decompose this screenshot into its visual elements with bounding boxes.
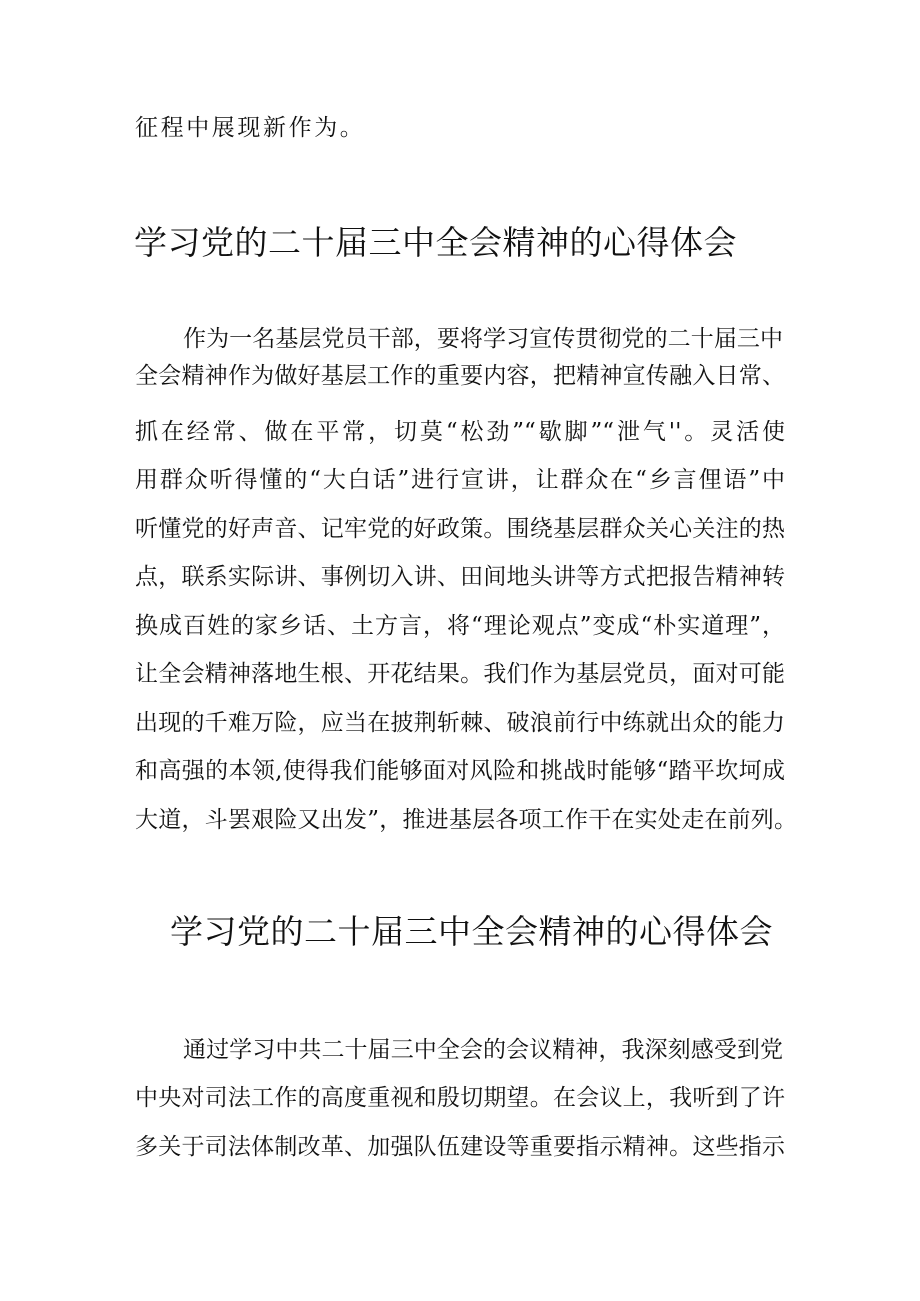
section-1-line-6: 点，联系实际讲、事例切入讲、田间地头讲等方式把报告精神转 bbox=[135, 564, 785, 590]
section-1-line-10: 和高强的本领,使得我们能够面对风险和挑战时能够“踏平坎坷成 bbox=[135, 758, 785, 784]
section-2-line-2: 中央对司法工作的高度重视和殷切期望。在会议上，我听到了许 bbox=[135, 1085, 785, 1111]
section-1-line-2: 全会精神作为做好基层工作的重要内容，把精神宣传融入日常、 bbox=[135, 363, 785, 389]
section-2-line-1: 通过学习中共二十届三中全会的会议精神，我深刻感受到党 bbox=[183, 1037, 783, 1063]
section-1-line-9: 出现的千难万险，应当在披荆斩棘、破浪前行中练就出众的能力 bbox=[135, 710, 785, 736]
section-1-line-3: 抓在经常、做在平常，切莫“松劲”“歇脚”“泄气''。灵活使 bbox=[135, 419, 785, 445]
intro-tail-line: 征程中展现新作为。 bbox=[135, 115, 366, 141]
section-1-line-8: 让全会精神落地生根、开花结果。我们作为基层党员，面对可能 bbox=[135, 661, 785, 687]
section-1-line-11: 大道，斗罢艰险又出发”，推进基层各项工作干在实处走在前列。 bbox=[135, 807, 797, 833]
section-2-line-3: 多关于司法体制改革、加强队伍建设等重要指示精神。这些指示 bbox=[135, 1134, 785, 1160]
section-1-line-5: 听懂党的好声音、记牢党的好政策。围绕基层群众关心关注的热 bbox=[135, 516, 785, 542]
section-1-title: 学习党的二十届三中全会精神的心得体会 bbox=[134, 223, 737, 262]
section-1-line-7: 换成百姓的家乡话、土方言，将“理论观点”变成“朴实道理”， bbox=[135, 613, 785, 639]
section-2-title: 学习党的二十届三中全会精神的心得体会 bbox=[170, 912, 773, 951]
section-1-line-1: 作为一名基层党员干部，要将学习宣传贯彻党的二十届三中 bbox=[183, 326, 783, 352]
section-1-line-4: 用群众听得懂的“大白话”进行宣讲，让群众在“乡言俚语”中 bbox=[135, 467, 785, 493]
